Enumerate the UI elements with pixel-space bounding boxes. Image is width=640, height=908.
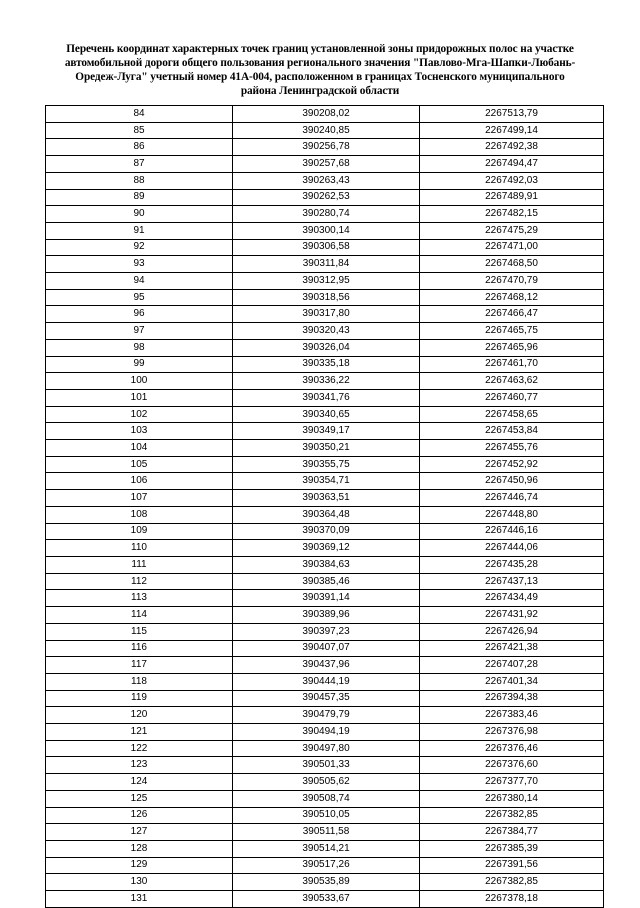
point-number-cell: 130 [46,874,233,891]
x-coordinate-cell: 390240,85 [233,122,420,139]
x-coordinate-cell: 390497,80 [233,740,420,757]
table-row [46,857,604,874]
y-coordinate-cell: 2267448,80 [420,506,604,523]
y-coordinate-cell: 2267468,50 [420,256,604,273]
title-line: Перечень координат характерных точек границ установленной зоны придорожных полос на участке [66,43,574,55]
point-number-cell: 110 [46,540,233,557]
y-coordinate-cell: 2267376,46 [420,740,604,757]
y-coordinate-cell: 2267460,77 [420,389,604,406]
x-coordinate-cell: 390336,22 [233,373,420,390]
table-row [46,289,604,306]
x-coordinate-cell: 390397,23 [233,623,420,640]
point-number-cell: 90 [46,206,233,223]
y-coordinate-cell: 2267470,79 [420,273,604,290]
table-row [46,707,604,724]
table-row [46,156,604,173]
table-row [46,206,604,223]
point-number-cell: 124 [46,774,233,791]
y-coordinate-cell: 2267378,18 [420,891,604,908]
y-coordinate-cell: 2267468,12 [420,289,604,306]
x-coordinate-cell: 390318,56 [233,289,420,306]
table-row [46,523,604,540]
y-coordinate-cell: 2267513,79 [420,106,604,123]
point-number-cell: 89 [46,189,233,206]
y-coordinate-cell: 2267377,70 [420,774,604,791]
x-coordinate-cell: 390320,43 [233,323,420,340]
table-row [46,607,604,624]
table-row [46,189,604,206]
table-row [46,456,604,473]
table-row [46,440,604,457]
table-row [46,657,604,674]
y-coordinate-cell: 2267391,56 [420,857,604,874]
x-coordinate-cell: 390511,58 [233,824,420,841]
x-coordinate-cell: 390369,12 [233,540,420,557]
x-coordinate-cell: 390457,35 [233,690,420,707]
table-row [46,356,604,373]
point-number-cell: 119 [46,690,233,707]
table-row [46,389,604,406]
y-coordinate-cell: 2267431,92 [420,607,604,624]
y-coordinate-cell: 2267380,14 [420,790,604,807]
point-number-cell: 131 [46,891,233,908]
y-coordinate-cell: 2267450,96 [420,473,604,490]
point-number-cell: 94 [46,273,233,290]
point-number-cell: 99 [46,356,233,373]
y-coordinate-cell: 2267452,92 [420,456,604,473]
table-row [46,122,604,139]
point-number-cell: 98 [46,339,233,356]
x-coordinate-cell: 390391,14 [233,590,420,607]
point-number-cell: 87 [46,156,233,173]
table-row [46,690,604,707]
x-coordinate-cell: 390280,74 [233,206,420,223]
y-coordinate-cell: 2267407,28 [420,657,604,674]
x-coordinate-cell: 390256,78 [233,139,420,156]
x-coordinate-cell: 390354,71 [233,473,420,490]
table-row [46,874,604,891]
table-row [46,172,604,189]
y-coordinate-cell: 2267492,38 [420,139,604,156]
y-coordinate-cell: 2267482,15 [420,206,604,223]
x-coordinate-cell: 390364,48 [233,506,420,523]
x-coordinate-cell: 390437,96 [233,657,420,674]
table-row [46,256,604,273]
x-coordinate-cell: 390494,19 [233,724,420,741]
x-coordinate-cell: 390389,96 [233,607,420,624]
x-coordinate-cell: 390370,09 [233,523,420,540]
table-row [46,323,604,340]
coordinates-table [45,105,604,908]
point-number-cell: 93 [46,256,233,273]
x-coordinate-cell: 390505,62 [233,774,420,791]
point-number-cell: 91 [46,222,233,239]
y-coordinate-cell: 2267421,38 [420,640,604,657]
y-coordinate-cell: 2267499,14 [420,122,604,139]
y-coordinate-cell: 2267401,34 [420,673,604,690]
x-coordinate-cell: 390350,21 [233,440,420,457]
point-number-cell: 96 [46,306,233,323]
title-line: автомобильной дороги общего пользования регионального значения "Павлово-Мга-Шапки-Любань- [64,57,576,69]
table-row [46,623,604,640]
title-line: района Ленинградской области [240,85,400,97]
table-row [46,556,604,573]
x-coordinate-cell: 390312,95 [233,273,420,290]
x-coordinate-cell: 390535,89 [233,874,420,891]
x-coordinate-cell: 390444,19 [233,673,420,690]
point-number-cell: 123 [46,757,233,774]
x-coordinate-cell: 390514,21 [233,840,420,857]
y-coordinate-cell: 2267426,94 [420,623,604,640]
point-number-cell: 104 [46,440,233,457]
x-coordinate-cell: 390363,51 [233,490,420,507]
point-number-cell: 121 [46,724,233,741]
y-coordinate-cell: 2267385,39 [420,840,604,857]
y-coordinate-cell: 2267453,84 [420,423,604,440]
point-number-cell: 117 [46,657,233,674]
table-row [46,590,604,607]
table-row [46,757,604,774]
point-number-cell: 105 [46,456,233,473]
point-number-cell: 101 [46,389,233,406]
table-row [46,339,604,356]
point-number-cell: 112 [46,573,233,590]
y-coordinate-cell: 2267465,75 [420,323,604,340]
table-row [46,139,604,156]
table-row [46,640,604,657]
table-row [46,673,604,690]
y-coordinate-cell: 2267444,06 [420,540,604,557]
point-number-cell: 84 [46,106,233,123]
point-number-cell: 128 [46,840,233,857]
point-number-cell: 111 [46,556,233,573]
point-number-cell: 115 [46,623,233,640]
table-row [46,239,604,256]
x-coordinate-cell: 390510,05 [233,807,420,824]
x-coordinate-cell: 390508,74 [233,790,420,807]
y-coordinate-cell: 2267471,00 [420,239,604,256]
coordinates-table-body [46,106,604,908]
table-row [46,222,604,239]
x-coordinate-cell: 390349,17 [233,423,420,440]
x-coordinate-cell: 390479,79 [233,707,420,724]
table-row [46,490,604,507]
point-number-cell: 107 [46,490,233,507]
y-coordinate-cell: 2267466,47 [420,306,604,323]
y-coordinate-cell: 2267475,29 [420,222,604,239]
point-number-cell: 97 [46,323,233,340]
y-coordinate-cell: 2267461,70 [420,356,604,373]
point-number-cell: 114 [46,607,233,624]
y-coordinate-cell: 2267382,85 [420,807,604,824]
point-number-cell: 127 [46,824,233,841]
y-coordinate-cell: 2267446,16 [420,523,604,540]
x-coordinate-cell: 390208,02 [233,106,420,123]
x-coordinate-cell: 390340,65 [233,406,420,423]
point-number-cell: 125 [46,790,233,807]
x-coordinate-cell: 390306,58 [233,239,420,256]
table-row [46,774,604,791]
point-number-cell: 85 [46,122,233,139]
y-coordinate-cell: 2267435,28 [420,556,604,573]
y-coordinate-cell: 2267394,38 [420,690,604,707]
y-coordinate-cell: 2267382,85 [420,874,604,891]
point-number-cell: 118 [46,673,233,690]
table-row [46,790,604,807]
table-row [46,724,604,741]
point-number-cell: 126 [46,807,233,824]
table-row [46,423,604,440]
y-coordinate-cell: 2267446,74 [420,490,604,507]
point-number-cell: 106 [46,473,233,490]
y-coordinate-cell: 2267463,62 [420,373,604,390]
x-coordinate-cell: 390311,84 [233,256,420,273]
document-title [40,42,600,98]
table-row [46,273,604,290]
point-number-cell: 108 [46,506,233,523]
y-coordinate-cell: 2267465,96 [420,339,604,356]
table-row [46,406,604,423]
point-number-cell: 100 [46,373,233,390]
table-row [46,573,604,590]
x-coordinate-cell: 390257,68 [233,156,420,173]
x-coordinate-cell: 390335,18 [233,356,420,373]
y-coordinate-cell: 2267458,65 [420,406,604,423]
y-coordinate-cell: 2267437,13 [420,573,604,590]
point-number-cell: 109 [46,523,233,540]
x-coordinate-cell: 390385,46 [233,573,420,590]
point-number-cell: 120 [46,707,233,724]
point-number-cell: 95 [46,289,233,306]
x-coordinate-cell: 390384,63 [233,556,420,573]
table-row [46,306,604,323]
y-coordinate-cell: 2267376,60 [420,757,604,774]
point-number-cell: 129 [46,857,233,874]
point-number-cell: 103 [46,423,233,440]
y-coordinate-cell: 2267455,76 [420,440,604,457]
point-number-cell: 92 [46,239,233,256]
table-row [46,506,604,523]
point-number-cell: 88 [46,172,233,189]
x-coordinate-cell: 390407,07 [233,640,420,657]
y-coordinate-cell: 2267384,77 [420,824,604,841]
table-row [46,373,604,390]
x-coordinate-cell: 390501,33 [233,757,420,774]
x-coordinate-cell: 390355,75 [233,456,420,473]
table-row [46,540,604,557]
point-number-cell: 116 [46,640,233,657]
point-number-cell: 113 [46,590,233,607]
y-coordinate-cell: 2267434,49 [420,590,604,607]
table-row [46,473,604,490]
x-coordinate-cell: 390517,26 [233,857,420,874]
point-number-cell: 102 [46,406,233,423]
x-coordinate-cell: 390263,43 [233,172,420,189]
table-row [46,840,604,857]
x-coordinate-cell: 390341,76 [233,389,420,406]
x-coordinate-cell: 390533,67 [233,891,420,908]
x-coordinate-cell: 390300,14 [233,222,420,239]
y-coordinate-cell: 2267494,47 [420,156,604,173]
point-number-cell: 86 [46,139,233,156]
title-line: Оредеж-Луга" учетный номер 41А-004, расположенном в границах Тосненского муниципального [75,71,565,83]
x-coordinate-cell: 390262,53 [233,189,420,206]
point-number-cell: 122 [46,740,233,757]
y-coordinate-cell: 2267492,03 [420,172,604,189]
table-row [46,807,604,824]
y-coordinate-cell: 2267376,98 [420,724,604,741]
x-coordinate-cell: 390326,04 [233,339,420,356]
y-coordinate-cell: 2267383,46 [420,707,604,724]
table-row [46,740,604,757]
x-coordinate-cell: 390317,80 [233,306,420,323]
y-coordinate-cell: 2267489,91 [420,189,604,206]
table-row [46,106,604,123]
table-row [46,824,604,841]
